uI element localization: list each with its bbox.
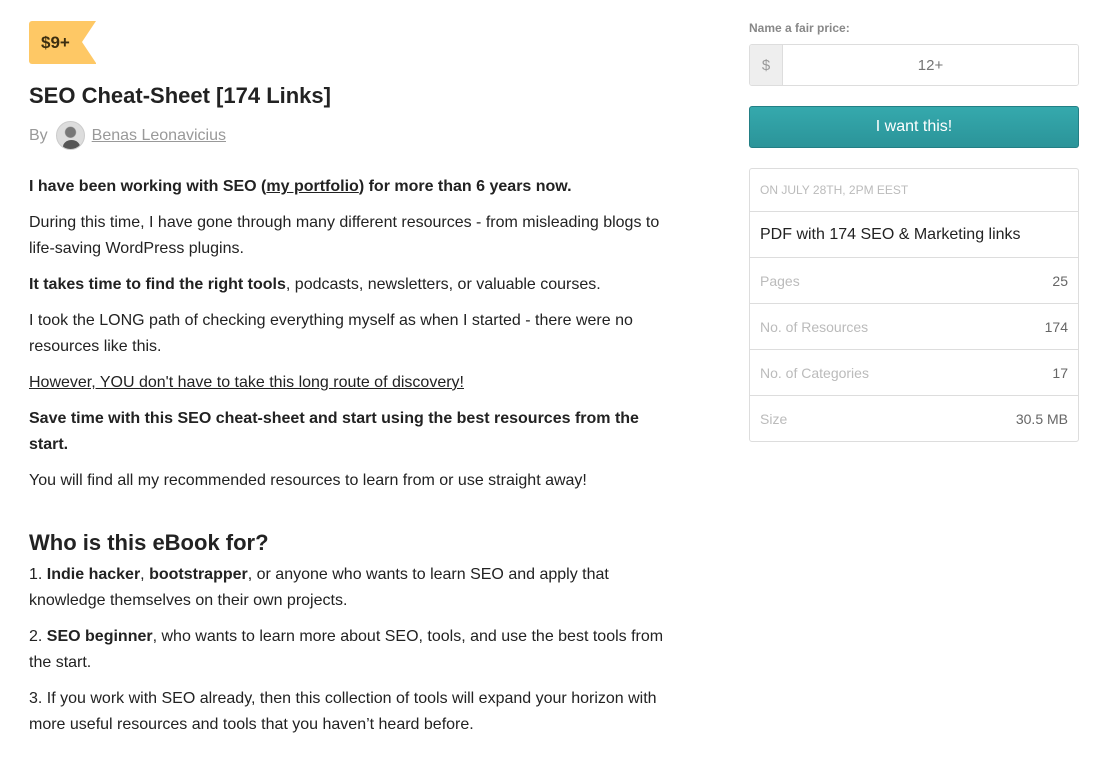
paragraph: During this time, I have gone through many different resources - from misleading blogs to life-saving WordPress plugins. <box>29 214 660 257</box>
currency-symbol: $ <box>750 45 783 85</box>
release-date-row <box>750 169 1078 211</box>
detail-value: 17 <box>1052 364 1068 381</box>
underlined-text: However, YOU don't have to take this long route of discovery! <box>29 374 464 391</box>
price-label: Name a fair price: <box>749 21 850 35</box>
product-title: SEO Cheat-Sheet [174 Links] <box>29 83 331 108</box>
bold-text: SEO beginner <box>46 628 153 645</box>
detail-row <box>750 395 1078 441</box>
detail-row <box>750 257 1078 303</box>
detail-key: No. of Categories <box>760 364 869 381</box>
bold-text: Indie hacker <box>46 566 141 583</box>
paragraph <box>29 174 679 200</box>
detail-value: 174 <box>1044 318 1068 335</box>
text: , who wants to learn more about SEO, tools, and use the best tools from the start. <box>29 628 664 671</box>
text: ) for more than 6 years now. <box>358 178 572 195</box>
bold-text: It takes time to find the right tools <box>29 276 286 293</box>
summary-row <box>750 211 1078 257</box>
author-link[interactable]: Benas Leonavicius <box>91 126 226 144</box>
buy-button[interactable]: I want this! <box>749 106 1079 148</box>
product-description <box>29 174 679 738</box>
price-badge: $9+ <box>29 21 96 64</box>
author-avatar <box>56 121 85 150</box>
by-label: By <box>29 126 48 144</box>
detail-value: 25 <box>1052 272 1068 289</box>
text: 1. <box>29 566 47 583</box>
detail-key: Pages <box>760 272 800 289</box>
paragraph: I took the LONG path of checking everything myself as when I started - there were no resources like this. <box>29 312 633 355</box>
detail-row <box>750 349 1078 395</box>
text: , or anyone who wants to learn SEO and apply that knowledge themselves on their own projects. <box>29 566 609 609</box>
text: , <box>140 566 150 583</box>
author-line <box>29 121 679 150</box>
paragraph <box>29 272 679 298</box>
detail-value: 30.5 MB <box>1015 410 1068 427</box>
list-item: 3. If you work with SEO already, then this collection of tools will expand your horizon with more useful resources and tools that you haven’t heard before. <box>29 690 657 733</box>
release-date: ON JULY 28TH, 2PM EEST <box>760 183 909 197</box>
price-input[interactable] <box>783 45 1078 85</box>
paragraph <box>29 370 679 396</box>
paragraph <box>29 406 679 458</box>
detail-row <box>750 303 1078 349</box>
product-info-table <box>749 168 1079 442</box>
detail-key: No. of Resources <box>760 318 869 335</box>
bold-text: bootstrapper <box>149 566 248 583</box>
list-item <box>29 562 679 614</box>
section-heading: Who is this eBook for? <box>29 530 269 555</box>
bold-text: Save time with this SEO cheat-sheet and start using the best resources from the start. <box>29 410 639 453</box>
text: 2. <box>29 628 47 645</box>
list-item <box>29 624 679 676</box>
portfolio-link[interactable]: my portfolio <box>266 178 359 195</box>
paragraph: You will find all my recommended resources to learn from or use straight away! <box>29 472 587 489</box>
price-field <box>749 44 1079 86</box>
purchase-sidebar <box>749 21 1079 442</box>
text: , podcasts, newsletters, or valuable courses. <box>285 276 601 293</box>
product-summary: PDF with 174 SEO & Marketing links <box>760 225 1021 243</box>
text: I have been working with SEO ( <box>29 178 267 195</box>
product-main <box>29 21 679 748</box>
detail-key: Size <box>760 410 788 427</box>
